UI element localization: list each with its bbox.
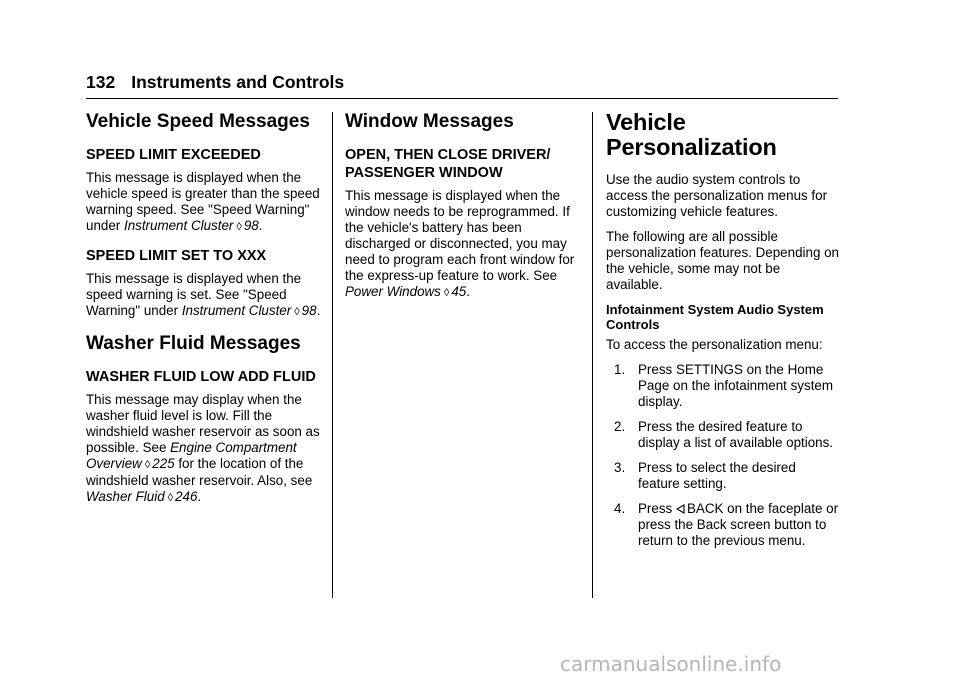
subheading-infotainment-controls: Infotainment System Audio System Controls: [606, 302, 824, 332]
subheading-washer-fluid-low: WASHER FLUID LOW ADD FLUID: [86, 369, 316, 385]
step-item: 4. Press BACK on the faceplate or press the Back screen button to return to the previous menu.: [614, 501, 839, 548]
column-3: [606, 110, 840, 558]
page-ref-icon: ◊: [167, 492, 174, 504]
heading-vehicle-speed-messages: Vehicle Speed Messages: [86, 111, 310, 132]
heading-washer-fluid-messages: Washer Fluid Messages: [86, 333, 301, 354]
link-instrument-cluster[interactable]: Instrument Cluster: [123, 218, 234, 233]
column-2: [345, 110, 583, 310]
heading-window-messages: Window Messages: [345, 111, 514, 132]
page-ref-98[interactable]: 98: [301, 303, 317, 318]
page-header: [86, 72, 838, 92]
link-washer-fluid[interactable]: Washer Fluid: [86, 489, 165, 504]
link-power-windows[interactable]: Power Windows: [345, 284, 441, 299]
paragraph-speed-limit-exceeded: This message is displayed when the vehicle speed is greater than the speed warning speed. See "Speed Warning" under Instrument Cluster ◊ 98.: [86, 170, 320, 233]
header-rule: [86, 98, 838, 99]
paragraph-washer-fluid-low: This message may display when the washer fluid level is low. Fill the windshield washer reservoir as soon as possible. See Engine Compartment Overview ◊ 225 for the location of the windshield washer reservoir. Also, see Washer Fluid ◊ 246.: [86, 392, 320, 504]
column-divider-1: [332, 112, 333, 598]
back-triangle-icon: [676, 504, 685, 514]
column-divider-2: [592, 112, 593, 598]
subheading-speed-limit-set: SPEED LIMIT SET TO XXX: [86, 248, 267, 264]
page-ref-icon: ◊: [144, 459, 151, 471]
step-item: 3. Press to select the desired feature setting.: [614, 460, 796, 491]
paragraph-audio-controls: Use the audio system controls to access the personalization menus for customizing vehicle features.: [606, 172, 828, 219]
paragraph-possible-features: The following are all possible personalization features. Depending on the vehicle, some may not be available.: [606, 229, 840, 292]
subheading-open-then-close: OPEN, THEN CLOSE DRIVER/ PASSENGER WINDOW: [345, 147, 551, 181]
page-number: 132: [86, 72, 116, 92]
link-instrument-cluster[interactable]: Instrument Cluster: [181, 303, 292, 318]
subheading-speed-limit-exceeded: SPEED LIMIT EXCEEDED: [86, 147, 261, 163]
paragraph-speed-limit-set: This message is displayed when the speed warning is set. See "Speed Warning" under Instrument Cluster ◊ 98.: [86, 271, 321, 318]
page-ref-icon: ◊: [443, 287, 450, 299]
paragraph-window-message: This message is displayed when the window needs to be reprogrammed. If the vehicle's battery has been discharged or disconnected, you may need to program each front window for the express-up feature to work. See Power Windows ◊ 45.: [345, 188, 575, 299]
step-item: 2. Press the desired feature to display a list of available options.: [614, 419, 834, 450]
step-item: 1. Press SETTINGS on the Home Page on the infotainment system display.: [614, 362, 834, 409]
page-ref-225[interactable]: 225: [152, 456, 175, 471]
page-ref-icon: ◊: [294, 306, 300, 318]
paragraph-access-menu: To access the personalization menu:: [606, 337, 823, 352]
page-ref-45[interactable]: 45: [451, 284, 467, 299]
steps-list: [606, 362, 840, 549]
page-ref-98[interactable]: 98: [243, 218, 259, 233]
section-title: Instruments and Controls: [131, 72, 345, 92]
heading-vehicle-personalization: Vehicle Personalization: [606, 109, 777, 160]
link-engine-compartment-overview[interactable]: Engine Compartment Overview: [86, 440, 297, 471]
watermark: carmanualsonline.info: [560, 652, 782, 676]
column-1: [86, 110, 322, 515]
page-ref-246[interactable]: 246: [175, 489, 198, 504]
page-ref-icon: ◊: [236, 221, 242, 233]
